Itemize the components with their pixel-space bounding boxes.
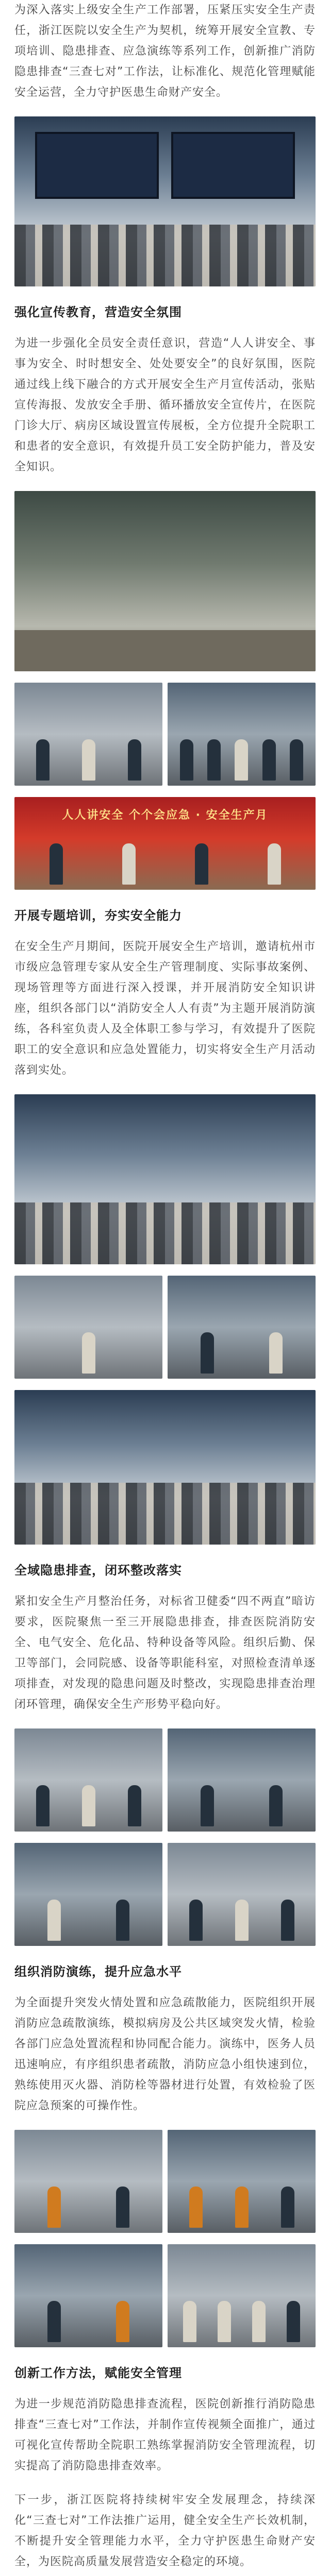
photo-inspection-3: [14, 1843, 162, 1946]
photo-lecture-2: [168, 1276, 316, 1379]
photo-training-room: [14, 1094, 316, 1264]
audience: [14, 225, 316, 286]
section-title-1: 强化宣传教育，营造安全氛围: [14, 305, 182, 319]
banner-text: 人人讲安全 个个会应急 · 安全生产月: [62, 809, 268, 822]
photo-hospital-building: [14, 491, 316, 671]
photo-drill-2: [168, 2130, 316, 2233]
photo-row-6: [14, 2244, 316, 2347]
screen-left: [35, 132, 159, 199]
photo-meeting-hall: [14, 116, 316, 286]
photo-drill-training: [14, 1390, 316, 1545]
section-5-paragraph: 为进一步规范消防隐患排查流程，医院创新推行消防隐患排查“三查七对”工作法，并制作宣传视频全面推广，通过可视化宣传帮助全院职工熟练掌握消防安全管理流程，切实提高了消防隐患排查效率。: [14, 2398, 316, 2472]
section-title-4: 组织消防演练，提升应急水平: [14, 1964, 182, 1979]
section-title-2: 开展专题培训，夯实安全能力: [14, 908, 182, 923]
photo-group-standing: [168, 683, 316, 786]
section-title-3: 全域隐患排查，闭环整改落实: [14, 1563, 182, 1578]
section-3-paragraph: 紧扣安全生产月整治任务，对标省卫健委“四不两直”暗访要求，医院聚焦一至三开展隐患排查，排查医院消防安全、电气安全、危化品、特种设备等风险。组织后勤、保卫等部门，会同院感、设备等职能科室，对照检查清单逐项排查，对发现的隐患问题及时整改，实现隐患排查治理闭环管理，确保安全生产形势平稳向好。: [14, 1595, 316, 1711]
participants: [14, 1483, 316, 1545]
screen-right: [171, 132, 295, 199]
photo-row-1: [14, 683, 316, 786]
section-2-paragraph: 在安全生产月期间，医院开展安全生产培训，邀请杭州市市级应急管理专家从安全生产管理制度、实际事故案例、现场管理等方面进行深入授课，并开展消防安全知识讲座，组织各部门以“消防安全人人有责”为主题开展消防演练，各科室负责人及全体职工参与学习，有效提升了医院职工的安全意识和应急处置能力，切实将安全生产月活动落到实处。: [14, 940, 316, 1077]
photo-inspection-4: [168, 1843, 316, 1946]
photo-row-3: [14, 1728, 316, 1832]
photo-drill-1: [14, 2130, 162, 2233]
photo-row-5: [14, 2130, 316, 2233]
trainees: [14, 1202, 316, 1264]
photo-row-4: [14, 1843, 316, 1946]
section-4-paragraph: 为全面提升突发火情处置和应急疏散能力，医院组织开展消防应急疏散演练，模拟病房及公共区域突发火情，检验各部门应急处置流程和协同配合能力。演练中，医务人员迅速响应，有序组织患者疏散，消防应急小组快速到位，熟练使用灭火器、消防栓等器材进行处置，有效检验了医院应急预案的可操作性。: [14, 1996, 316, 2112]
closing-paragraph: 下一步，浙江医院将持续树牢安全发展理念，持续深化“三查七对”工作法推广运用，健全安全生产长效机制，不断提升安全管理能力水平，全力守护医患生命财产安全，为医院高质量发展营造安全稳定的环境。: [14, 2494, 316, 2568]
section-1-paragraph: 为进一步强化全员安全责任意识，营造“人人讲安全、事事为安全、时时想安全、处处要安全”的良好氛围，医院通过线上线下融合的方式开展安全生产月宣传活动，张贴宣传海报、发放安全手册、循环播放安全宣传片，在医院门诊大厅、病房区域设置宣传展板，全方位提升全院职工和患者的安全意识，有效提升员工安全防护能力，普及安全知识。: [14, 337, 316, 473]
photo-inspection-1: [14, 1728, 162, 1832]
photo-inspection-2: [168, 1728, 316, 1832]
intro-paragraph: 为深入落实上级安全生产工作部署，压紧压实安全生产责任，浙江医院以安全生产为契机，统筹开展安全宣教、专项培训、隐患排查、应急演练等系列工作，创新推广消防隐患排查“三查七对”工作法，让标准化、规范化管理赋能安全运营，全力守护医患生命财产安全。: [14, 4, 316, 99]
photo-lecture: [14, 1276, 162, 1379]
photo-drill-3: [14, 2244, 162, 2347]
section-title-5: 创新工作方法，赋能安全管理: [14, 2366, 182, 2380]
plaza-ground: [14, 630, 316, 671]
photo-red-banner: [14, 797, 316, 890]
photo-screen-display: [14, 683, 162, 786]
photo-drill-4: [168, 2244, 316, 2347]
photo-row-2: [14, 1276, 316, 1379]
